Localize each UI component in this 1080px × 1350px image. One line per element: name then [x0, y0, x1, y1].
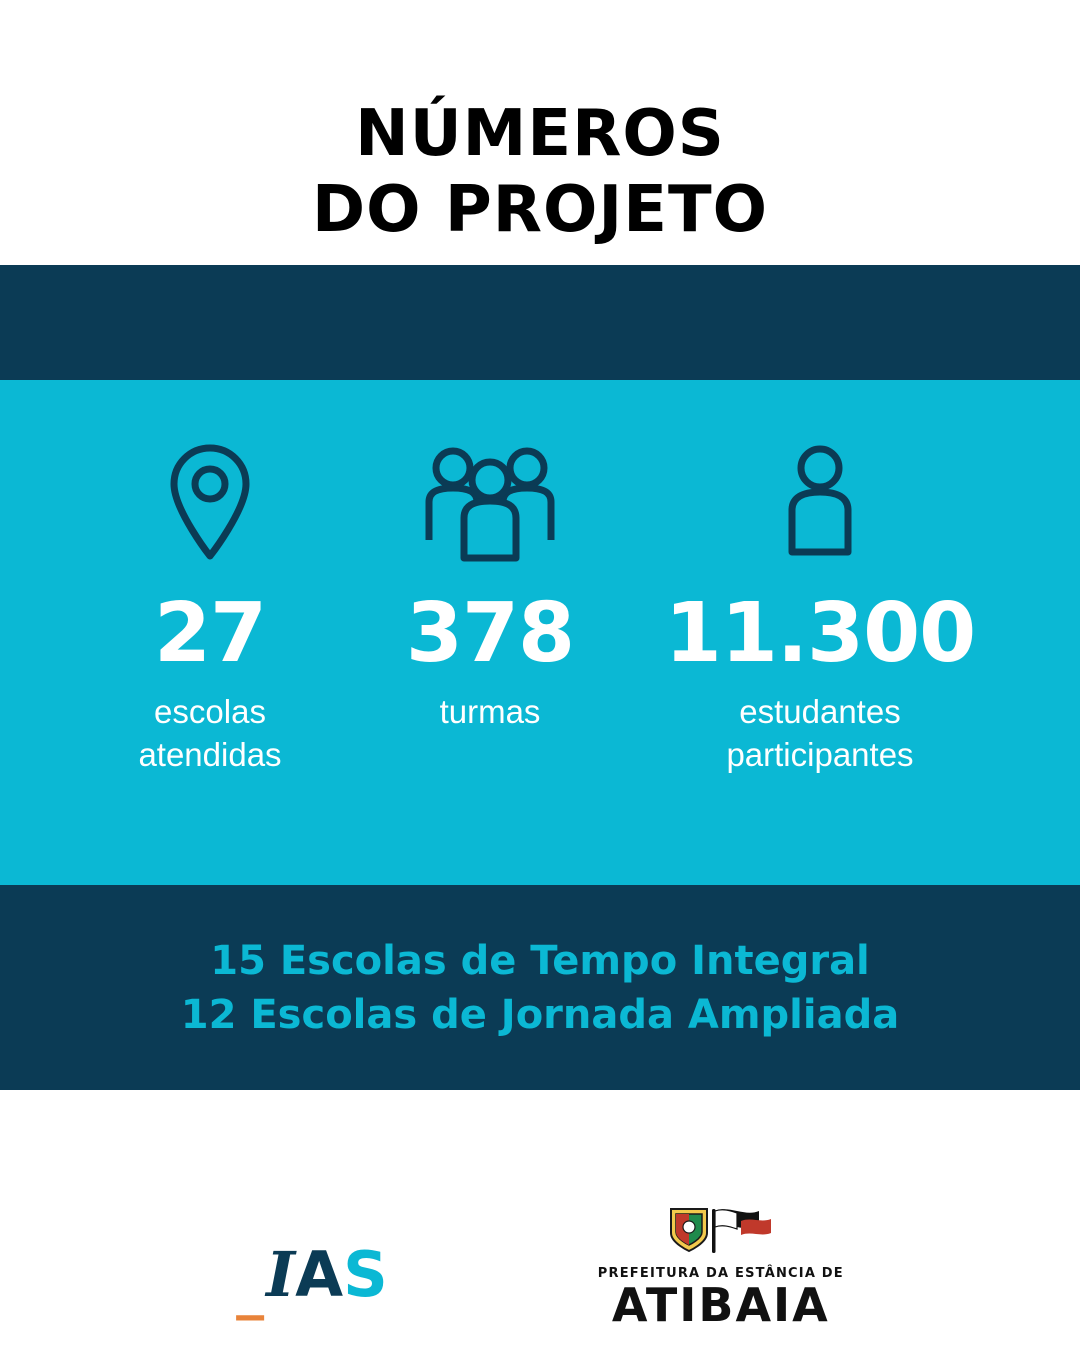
- person-icon: [770, 440, 870, 565]
- people-group-icon: [415, 440, 565, 565]
- stat-students-number: 11.300: [664, 586, 976, 681]
- footer-logos: [0, 1090, 1080, 1350]
- map-pin-icon: [160, 440, 260, 565]
- title-block: [0, 0, 1080, 265]
- stat-classes: [360, 440, 620, 734]
- breakdown-line-2: 12 Escolas de Jornada Ampliada: [180, 991, 900, 1038]
- atibaia-logo: [597, 1203, 844, 1332]
- ias-logo: [236, 1238, 388, 1322]
- stat-classes-label-line1: turmas: [439, 693, 541, 730]
- stat-classes-number: 378: [405, 586, 575, 681]
- stat-classes-label: [440, 691, 541, 734]
- stat-schools: [60, 440, 360, 777]
- page-title-line-2: DO PROJETO: [312, 172, 768, 247]
- ias-logo-letter-a: A: [295, 1238, 344, 1311]
- ias-logo-letter-s: S: [343, 1238, 388, 1311]
- stats-band: [0, 380, 1080, 885]
- stat-students-label: [726, 691, 913, 777]
- stat-schools-number: 27: [153, 586, 267, 681]
- atibaia-name: ATIBAIA: [611, 1277, 830, 1332]
- stat-students-label-line1: estudantes: [739, 693, 901, 730]
- breakdown-line-1: 15 Escolas de Tempo Integral: [210, 937, 870, 984]
- breakdown-band: [0, 885, 1080, 1090]
- ias-logo-underscore: _: [236, 1256, 265, 1322]
- top-divider-band: [0, 265, 1080, 380]
- page-title-line-1: NÚMEROS: [355, 96, 725, 171]
- stat-students: [620, 440, 1020, 777]
- atibaia-crest-icon: [663, 1203, 779, 1262]
- atibaia-subtitle: PREFEITURA DA ESTÂNCIA DE: [597, 1265, 844, 1281]
- stat-schools-label-line1: escolas: [154, 693, 266, 730]
- ias-logo-letter-i: I: [266, 1238, 296, 1311]
- stat-schools-label: [138, 691, 281, 777]
- stat-students-label-line2: participantes: [726, 735, 914, 773]
- stats-row: [0, 440, 1080, 777]
- stat-schools-label-line2: atendidas: [138, 735, 282, 773]
